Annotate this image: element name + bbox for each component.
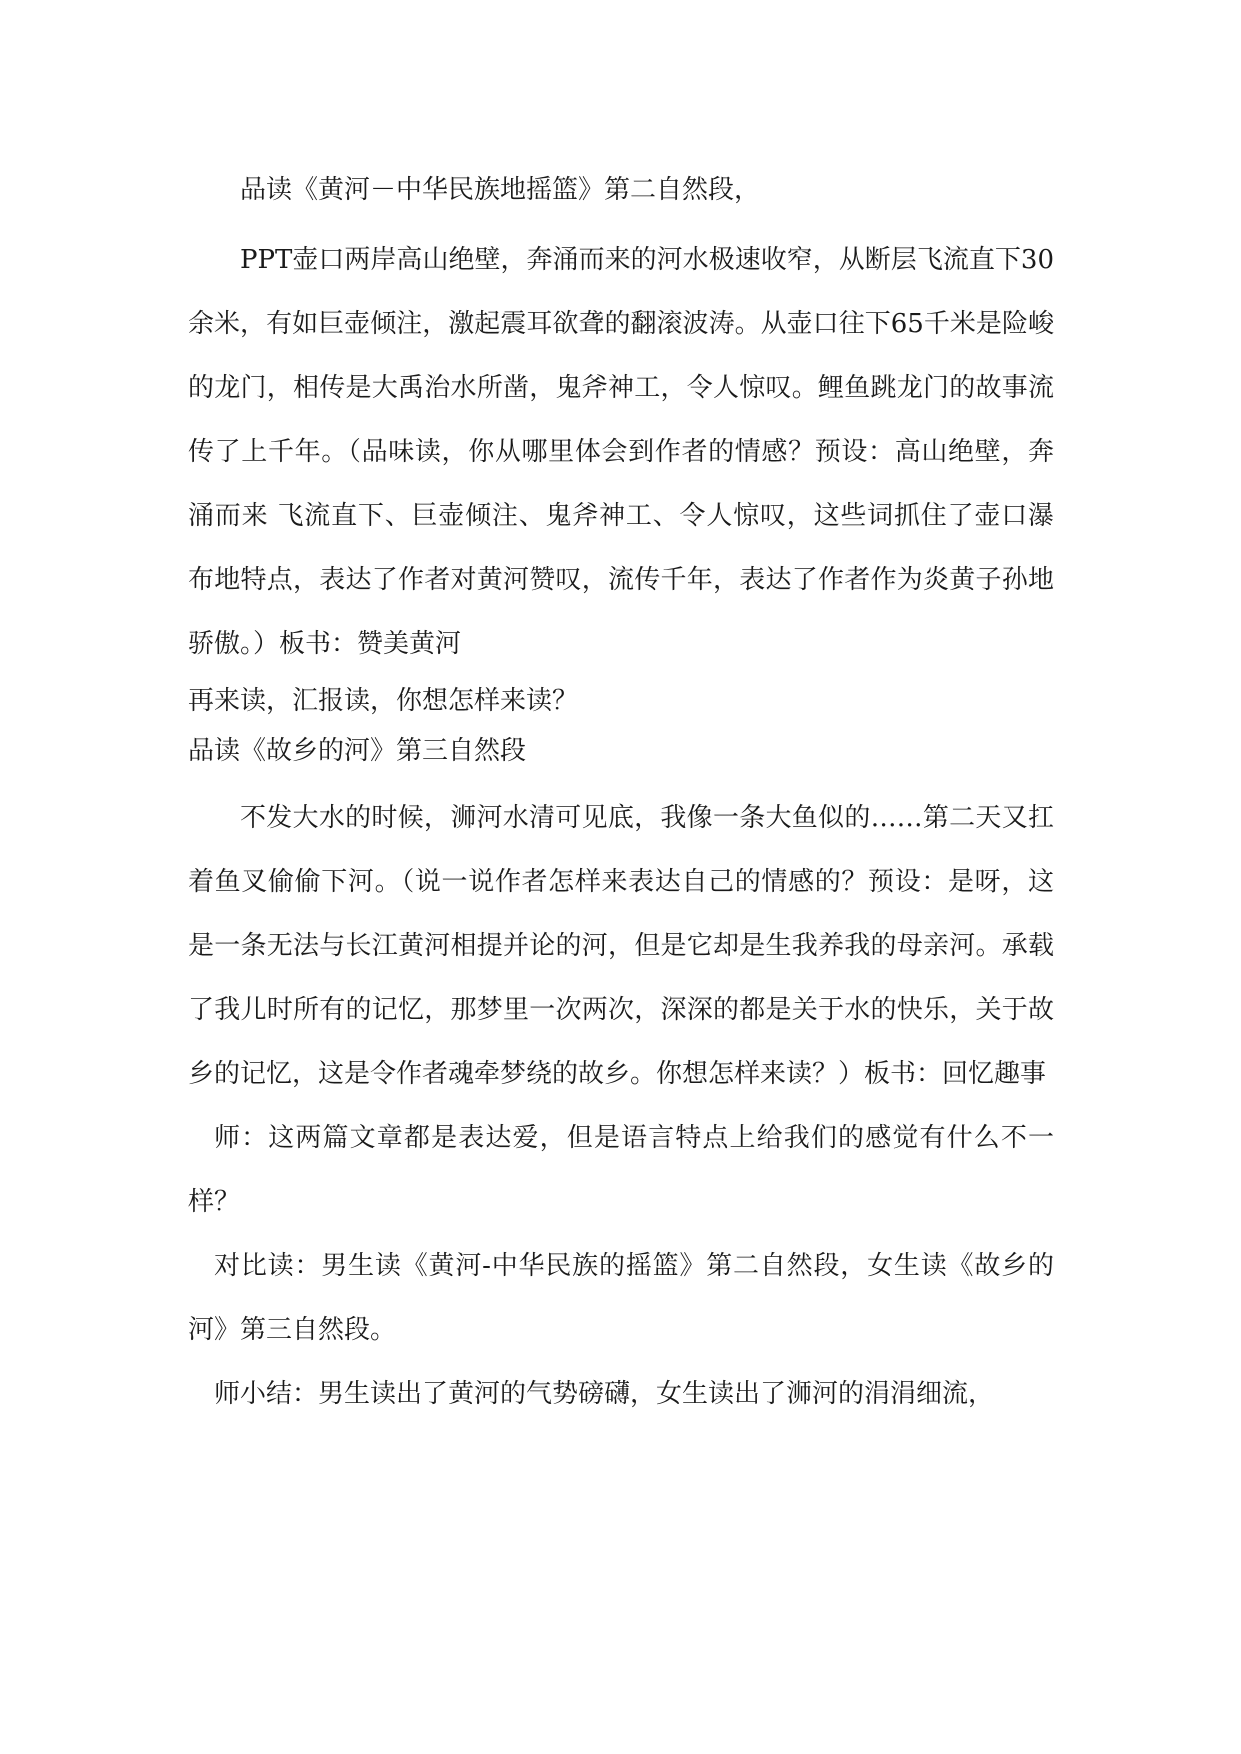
document-page: [188, 158, 1054, 1426]
paragraph-read-again: 再来读，汇报读，你想怎样来读？: [188, 686, 579, 716]
paragraph-hukou-passage: PPT壶口两岸高山绝壁，奔涌而来的河水极速收窄，从断层飞流直下30余米，有如巨壶倾注，激起震耳欲聋的翻滚波涛。从壶口往下65千米是险峻的龙门，相传是大禹治水所凿，鬼斧神工，令人惊叹。鲤鱼跳龙门的故事流传了上千年。（品味读，你从哪里体会到作者的情感？预设：高山绝壁，奔涌而来 飞流直下、巨壶倾注、鬼斧神工、令人惊叹，这些词抓住了壶口瀑布地特点，表达了作者对黄河赞叹，流传千年，表达了作者作为炎黄子孙地骄傲。）板书：赞美黄河: [188, 245, 1054, 659]
paragraph-heading-hometown-river: 品读《故乡的河》第三自然段: [188, 736, 527, 766]
paragraph-heading-yellow-river: 品读《黄河－中华民族地摇篮》第二自然段，: [240, 175, 761, 205]
paragraph-contrast-reading: 对比读：男生读《黄河-中华民族的摇篮》第二自然段，女生读《故乡的河》第三自然段。: [188, 1251, 1054, 1345]
paragraph-teacher-question: 师：这两篇文章都是表达爱，但是语言特点上给我们的感觉有什么不一样？: [188, 1123, 1054, 1217]
paragraph-shihe-passage: 不发大水的时候，浉河水清可见底，我像一条大鱼似的……第二天又扛着鱼叉偷偷下河。（说一说作者怎样来表达自己的情感的？预设：是呀，这是一条无法与长江黄河相提并论的河，但是它却是生我养我的母亲河。承载了我儿时所有的记忆，那梦里一次两次，深深的都是关于水的快乐，关于故乡的记忆，这是令作者魂牵梦绕的故乡。你想怎样来读？）板书：回忆趣事: [188, 803, 1054, 1089]
paragraph-teacher-summary: 师小结：男生读出了黄河的气势磅礴，女生读出了浉河的涓涓细流，: [214, 1379, 995, 1409]
